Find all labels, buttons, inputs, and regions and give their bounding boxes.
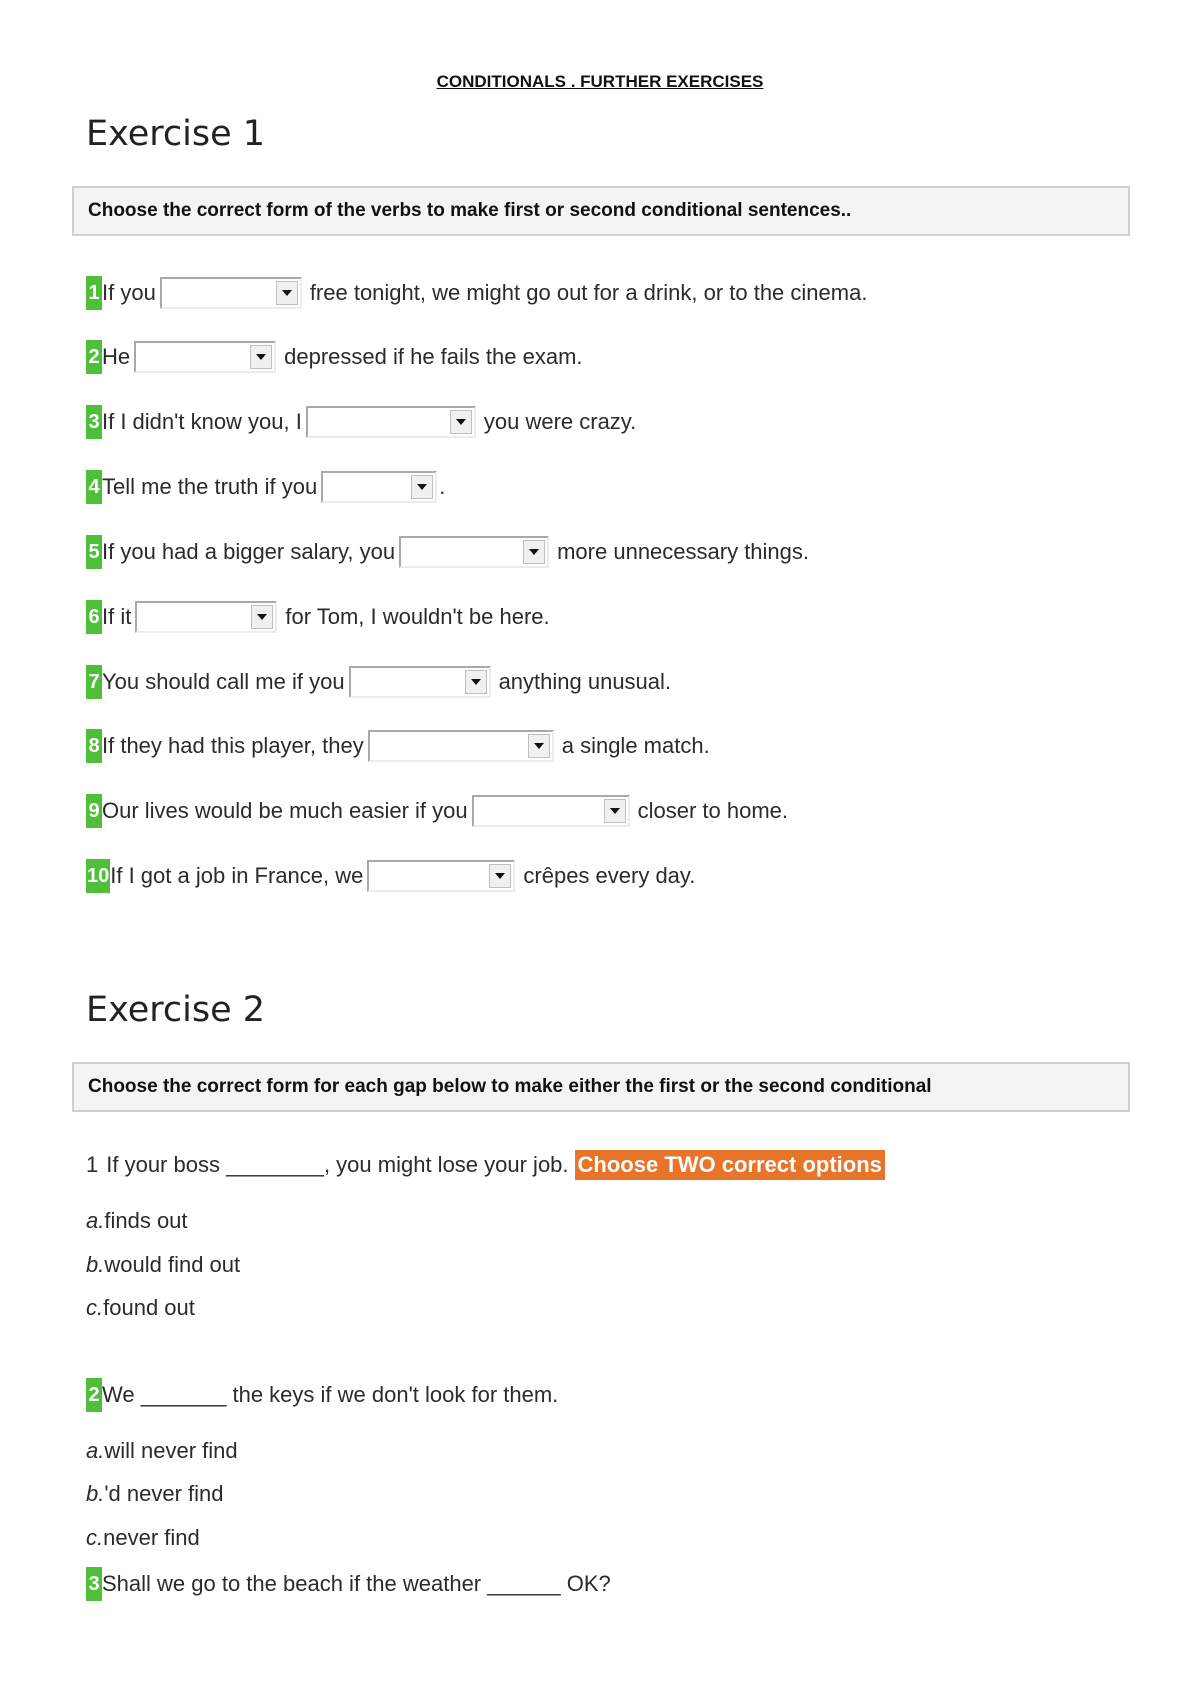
- question-number: 6: [86, 600, 102, 634]
- option-text: will never find: [104, 1438, 238, 1463]
- question-text-after: crêpes every day.: [523, 863, 696, 888]
- question-text-after: anything unusual.: [498, 669, 672, 694]
- question-number: 2: [86, 1378, 102, 1412]
- question-text-before: He: [102, 344, 131, 369]
- question-text-after: free tonight, we might go out for a drink, or to the cinema.: [309, 280, 868, 305]
- question-number: 4: [86, 470, 102, 504]
- answer-dropdown-2[interactable]: [134, 341, 276, 373]
- chevron-down-icon[interactable]: [489, 864, 511, 888]
- question-number: 2: [86, 340, 102, 374]
- chevron-down-icon[interactable]: [250, 345, 272, 369]
- chevron-down-icon[interactable]: [411, 475, 433, 499]
- question-text-before: If you: [102, 280, 156, 305]
- option-c[interactable]: [86, 1295, 195, 1321]
- option-letter: c.: [86, 1295, 104, 1320]
- question-number: 5: [86, 535, 102, 569]
- question-number: 10: [86, 859, 110, 893]
- exercise-1-heading: Exercise 1: [86, 114, 266, 154]
- option-a[interactable]: [86, 1208, 188, 1234]
- option-b[interactable]: [86, 1481, 224, 1507]
- answer-dropdown-6[interactable]: [135, 601, 277, 633]
- question-number: 7: [86, 665, 102, 699]
- option-letter: b.: [86, 1252, 105, 1277]
- question-text-before: If I got a job in France, we: [110, 863, 364, 888]
- choose-two-badge: Choose TWO correct options: [575, 1150, 885, 1180]
- question-text: We _______ the keys if we don't look for them.: [102, 1382, 559, 1407]
- answer-dropdown-10[interactable]: [367, 860, 515, 892]
- question-row-1: [86, 276, 867, 310]
- question-text: If your boss ________, you might lose your job.: [106, 1152, 569, 1177]
- exercise-1-instructions: [72, 186, 1130, 236]
- question-row-8: [86, 729, 710, 763]
- question-text-after: depressed if he fails the exam.: [284, 344, 583, 369]
- ex2-question-3: [86, 1567, 611, 1601]
- question-text-before: Tell me the truth if you: [102, 474, 318, 499]
- question-number: 8: [86, 729, 102, 763]
- question-text-before: If it: [102, 604, 132, 629]
- question-text: Shall we go to the beach if the weather ______ OK?: [102, 1571, 611, 1596]
- question-text-after: a single match.: [561, 733, 710, 758]
- option-text: would find out: [104, 1252, 241, 1277]
- question-row-9: [86, 794, 788, 828]
- option-letter: a.: [86, 1208, 105, 1233]
- question-number: 9: [86, 794, 102, 828]
- question-text-after: you were crazy.: [483, 409, 637, 434]
- option-text: finds out: [104, 1208, 188, 1233]
- question-text-before: If they had this player, they: [102, 733, 364, 758]
- question-row-2: [86, 340, 583, 374]
- option-text: found out: [103, 1295, 195, 1320]
- chevron-down-icon[interactable]: [523, 540, 545, 564]
- ex2-question-2: [86, 1378, 558, 1412]
- question-text-after: closer to home.: [637, 798, 789, 823]
- question-row-7: [86, 665, 671, 699]
- answer-dropdown-8[interactable]: [368, 730, 554, 762]
- question-row-4: [86, 470, 445, 504]
- option-letter: b.: [86, 1481, 105, 1506]
- option-b[interactable]: [86, 1252, 240, 1278]
- question-row-5: [86, 535, 809, 569]
- answer-dropdown-3[interactable]: [306, 406, 476, 438]
- chevron-down-icon[interactable]: [276, 281, 298, 305]
- option-c[interactable]: [86, 1525, 200, 1551]
- question-number: 3: [86, 405, 102, 439]
- question-number: 1: [86, 276, 102, 310]
- chevron-down-icon[interactable]: [465, 670, 487, 694]
- question-text-before: If I didn't know you, I: [102, 409, 302, 434]
- question-text-before: Our lives would be much easier if you: [102, 798, 468, 823]
- question-row-6: [86, 600, 550, 634]
- question-row-3: [86, 405, 636, 439]
- question-text-after: more unnecessary things.: [557, 539, 810, 564]
- chevron-down-icon[interactable]: [604, 799, 626, 823]
- answer-dropdown-7[interactable]: [349, 666, 491, 698]
- option-a[interactable]: [86, 1438, 238, 1464]
- option-letter: c.: [86, 1525, 104, 1550]
- answer-dropdown-1[interactable]: [160, 277, 302, 309]
- question-text-after: for Tom, I wouldn't be here.: [285, 604, 550, 629]
- question-text-before: You should call me if you: [102, 669, 345, 694]
- question-number: 3: [86, 1567, 102, 1601]
- option-text: never find: [103, 1525, 200, 1550]
- question-text-after: .: [439, 474, 446, 499]
- document-title: CONDITIONALS . FURTHER EXERCISES: [436, 72, 764, 91]
- question-number: 1: [86, 1152, 99, 1177]
- exercise-1-instruction-text: Choose the correct form of the verbs to make first or second conditional sentences..: [88, 200, 852, 221]
- answer-dropdown-9[interactable]: [472, 795, 630, 827]
- chevron-down-icon[interactable]: [251, 605, 273, 629]
- option-text: 'd never find: [104, 1481, 224, 1506]
- exercise-2-instruction-text: Choose the correct form for each gap below to make either the first or the second conditional: [88, 1076, 932, 1097]
- exercise-2-instructions: [72, 1062, 1130, 1112]
- ex2-question-1: [86, 1148, 885, 1182]
- exercise-2-heading: Exercise 2: [86, 990, 266, 1030]
- answer-dropdown-4[interactable]: [321, 471, 437, 503]
- answer-dropdown-5[interactable]: [399, 536, 549, 568]
- question-row-10: [86, 859, 695, 893]
- question-text-before: If you had a bigger salary, you: [102, 539, 396, 564]
- chevron-down-icon[interactable]: [450, 410, 472, 434]
- chevron-down-icon[interactable]: [528, 734, 550, 758]
- option-letter: a.: [86, 1438, 105, 1463]
